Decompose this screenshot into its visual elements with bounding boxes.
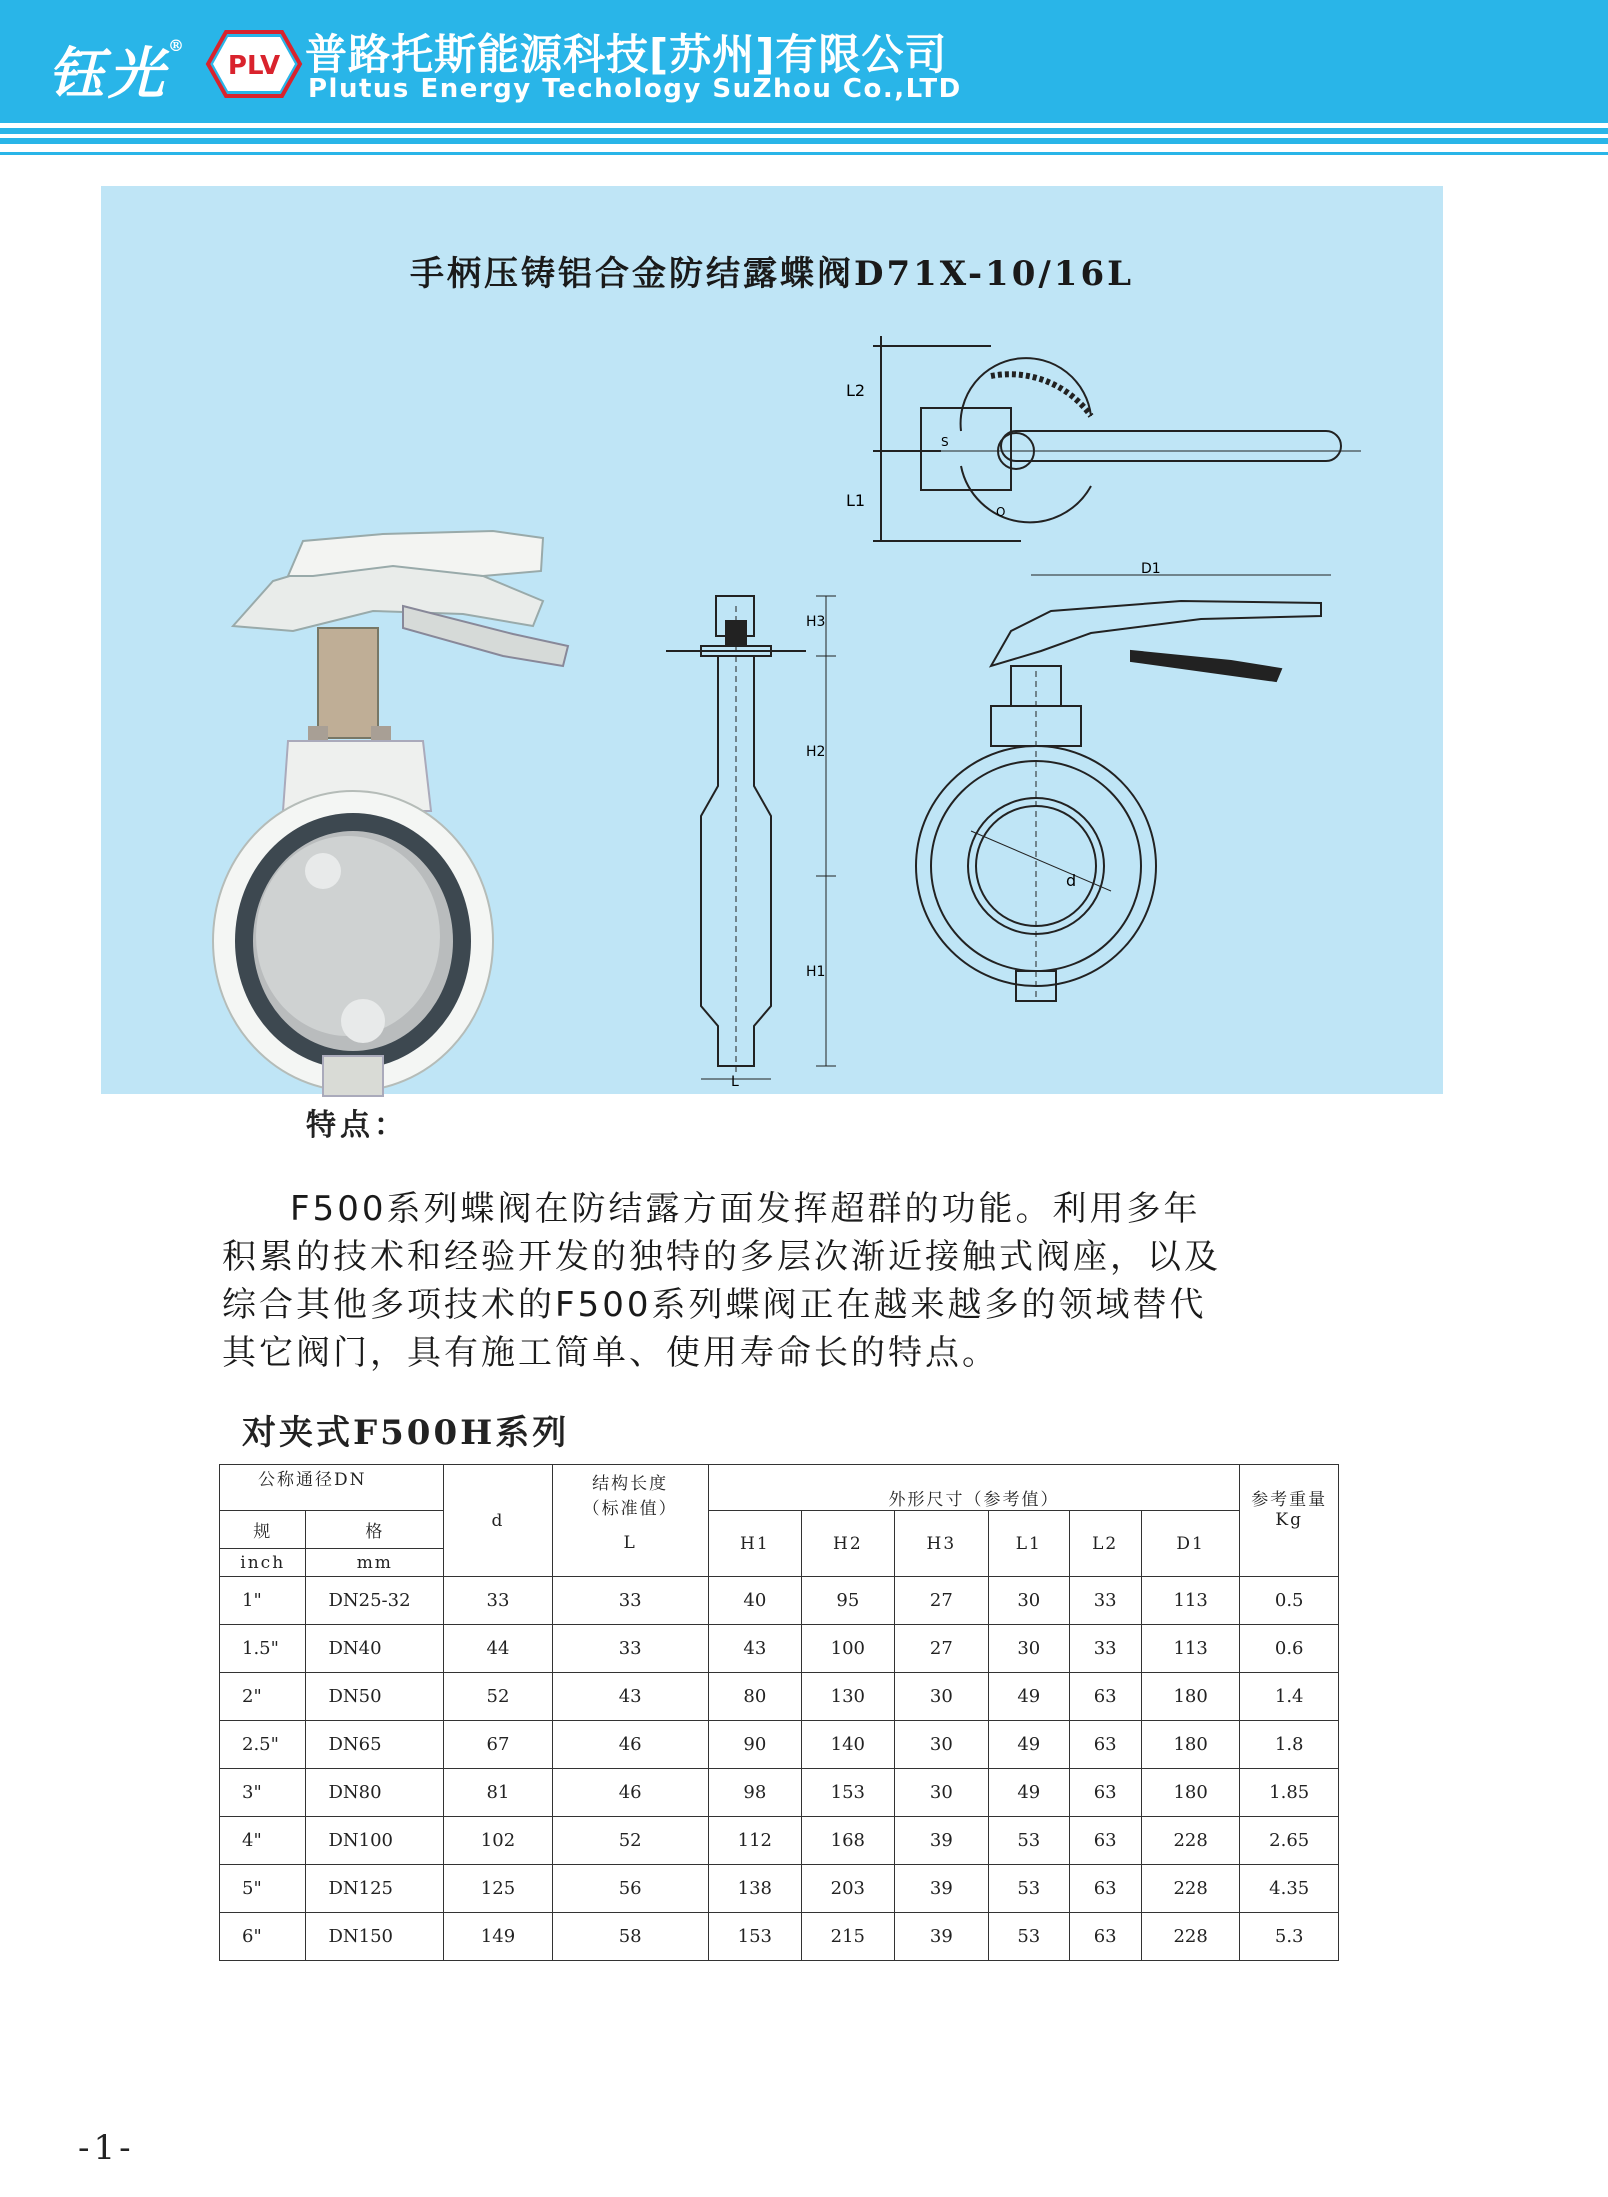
- table-cell: DN80: [306, 1769, 444, 1817]
- page-number: -1-: [78, 2128, 135, 2168]
- company-name-en: Plutus Energy Techology SuZhou Co.,LTD: [308, 74, 962, 104]
- table-cell: 46: [552, 1721, 708, 1769]
- header-stripe: [0, 152, 1608, 155]
- table-cell: 44: [444, 1625, 553, 1673]
- table-cell: 228: [1141, 1865, 1240, 1913]
- table-cell: 153: [708, 1913, 802, 1961]
- table-cell: 6": [220, 1913, 306, 1961]
- table-row: [220, 1817, 1339, 1865]
- header-l2: L2: [1069, 1511, 1141, 1577]
- svg-text:H3: H3: [806, 614, 826, 630]
- front-view-drawing: [931, 561, 1331, 1001]
- table-cell: 58: [552, 1913, 708, 1961]
- header-d1: D1: [1141, 1511, 1240, 1577]
- header-h1: H1: [708, 1511, 802, 1577]
- table-cell: 1.5": [220, 1625, 306, 1673]
- table-cell: 95: [802, 1577, 894, 1625]
- spec-table: [219, 1464, 1339, 1961]
- brand-name: 钰光®: [48, 36, 188, 107]
- table-cell: 4": [220, 1817, 306, 1865]
- features-text: [222, 1185, 1342, 1377]
- table-cell: DN150: [306, 1913, 444, 1961]
- table-cell: 113: [1141, 1577, 1240, 1625]
- table-cell: 149: [444, 1913, 553, 1961]
- page-header: [0, 0, 1608, 123]
- header-guige-1: 规: [220, 1511, 306, 1549]
- table-cell: 67: [444, 1721, 553, 1769]
- header-h2: H2: [802, 1511, 894, 1577]
- table-cell: 43: [552, 1673, 708, 1721]
- table-cell: DN65: [306, 1721, 444, 1769]
- svg-text:L2: L2: [846, 381, 866, 400]
- table-cell: 100: [802, 1625, 894, 1673]
- svg-text:S: S: [941, 435, 949, 449]
- table-cell: 125: [444, 1865, 553, 1913]
- table-cell: 53: [989, 1913, 1069, 1961]
- header-inch: inch: [220, 1549, 306, 1577]
- table-cell: 98: [708, 1769, 802, 1817]
- table-cell: 130: [802, 1673, 894, 1721]
- table-cell: 49: [989, 1769, 1069, 1817]
- header-h3: H3: [894, 1511, 989, 1577]
- svg-text:L: L: [731, 1074, 739, 1090]
- features-line: F500系列蝶阀在防结露方面发挥超群的功能。利用多年: [290, 1189, 1201, 1229]
- table-cell: 30: [989, 1625, 1069, 1673]
- header-guige-2: 格: [306, 1511, 444, 1549]
- header-stripe: [0, 128, 1608, 134]
- table-cell: 228: [1141, 1817, 1240, 1865]
- table-cell: 1.4: [1240, 1673, 1339, 1721]
- table-cell: 0.6: [1240, 1625, 1339, 1673]
- table-cell: 80: [708, 1673, 802, 1721]
- table-cell: 27: [894, 1577, 989, 1625]
- table-cell: 2": [220, 1673, 306, 1721]
- table-cell: 27: [894, 1625, 989, 1673]
- header-outer: 外形尺寸（参考值）: [708, 1465, 1240, 1511]
- product-title: 手柄压铸铝合金防结露蝶阀D71X-10/16L: [409, 254, 1135, 294]
- table-cell: 39: [894, 1913, 989, 1961]
- header-weight: 参考重量 Kg: [1240, 1465, 1339, 1577]
- table-cell: 138: [708, 1865, 802, 1913]
- table-cell: 39: [894, 1817, 989, 1865]
- table-cell: 30: [894, 1769, 989, 1817]
- table-cell: 33: [1069, 1625, 1141, 1673]
- table-cell: 30: [989, 1577, 1069, 1625]
- table-cell: 30: [894, 1673, 989, 1721]
- svg-text:H2: H2: [806, 744, 826, 760]
- table-title: 对夹式F500H系列: [242, 1413, 570, 1453]
- table-cell: DN40: [306, 1625, 444, 1673]
- table-cell: 1": [220, 1577, 306, 1625]
- table-row: [220, 1865, 1339, 1913]
- table-cell: 0.5: [1240, 1577, 1339, 1625]
- table-cell: 43: [708, 1625, 802, 1673]
- table-cell: 203: [802, 1865, 894, 1913]
- table-cell: 102: [444, 1817, 553, 1865]
- table-cell: 33: [552, 1625, 708, 1673]
- table-cell: 39: [894, 1865, 989, 1913]
- svg-text:PLV: PLV: [227, 51, 281, 81]
- features-line: 积累的技术和经验开发的独特的多层次渐近接触式阀座，以及: [222, 1237, 1221, 1277]
- header-mm: mm: [306, 1549, 444, 1577]
- table-row: [220, 1769, 1339, 1817]
- side-view-drawing: [656, 586, 836, 1090]
- table-cell: 4.35: [1240, 1865, 1339, 1913]
- table-cell: 63: [1069, 1913, 1141, 1961]
- svg-text:L1: L1: [846, 491, 866, 510]
- table-cell: DN125: [306, 1865, 444, 1913]
- top-view-drawing: [846, 336, 1361, 551]
- table-cell: 180: [1141, 1769, 1240, 1817]
- product-panel: [101, 186, 1443, 1094]
- table-cell: DN50: [306, 1673, 444, 1721]
- valve-photo: [213, 366, 643, 1046]
- features-line: 综合其他多项技术的F500系列蝶阀正在越来越多的领域替代: [222, 1285, 1207, 1325]
- table-cell: 215: [802, 1913, 894, 1961]
- table-cell: 90: [708, 1721, 802, 1769]
- table-cell: 2.5": [220, 1721, 306, 1769]
- table-cell: 40: [708, 1577, 802, 1625]
- table-cell: 33: [552, 1577, 708, 1625]
- table-cell: 1.8: [1240, 1721, 1339, 1769]
- table-cell: 113: [1141, 1625, 1240, 1673]
- table-cell: 63: [1069, 1865, 1141, 1913]
- table-row: [220, 1577, 1339, 1625]
- table-cell: 33: [444, 1577, 553, 1625]
- table-cell: 140: [802, 1721, 894, 1769]
- table-cell: 63: [1069, 1721, 1141, 1769]
- features-line: 其它阀门，具有施工简单、使用寿命长的特点。: [222, 1333, 999, 1373]
- plv-logo-icon: [206, 28, 302, 100]
- table-cell: 2.65: [1240, 1817, 1339, 1865]
- svg-text:H1: H1: [806, 964, 826, 980]
- table-cell: 52: [444, 1673, 553, 1721]
- table-row: [220, 1673, 1339, 1721]
- table-cell: DN25-32: [306, 1577, 444, 1625]
- table-cell: DN100: [306, 1817, 444, 1865]
- table-cell: 30: [894, 1721, 989, 1769]
- header-dn: 公称通径DN: [220, 1465, 444, 1511]
- table-cell: 3": [220, 1769, 306, 1817]
- header-d: d: [444, 1465, 553, 1577]
- table-cell: 112: [708, 1817, 802, 1865]
- table-cell: 168: [802, 1817, 894, 1865]
- table-cell: 52: [552, 1817, 708, 1865]
- header-struct: 结构长度 （标准值） L: [552, 1465, 708, 1577]
- table-cell: 63: [1069, 1673, 1141, 1721]
- table-cell: 46: [552, 1769, 708, 1817]
- table-cell: 53: [989, 1817, 1069, 1865]
- table-cell: 53: [989, 1865, 1069, 1913]
- features-title: 特点：: [306, 1108, 408, 1143]
- table-cell: 1.85: [1240, 1769, 1339, 1817]
- table-cell: 180: [1141, 1673, 1240, 1721]
- table-cell: 56: [552, 1865, 708, 1913]
- table-cell: 153: [802, 1769, 894, 1817]
- svg-text:O: O: [996, 505, 1006, 519]
- table-cell: 63: [1069, 1769, 1141, 1817]
- table-cell: 33: [1069, 1577, 1141, 1625]
- header-stripe: [0, 138, 1608, 144]
- table-cell: 81: [444, 1769, 553, 1817]
- table-cell: 49: [989, 1673, 1069, 1721]
- table-row: [220, 1721, 1339, 1769]
- svg-text:D1: D1: [1141, 561, 1161, 577]
- svg-text:d: d: [1066, 871, 1077, 890]
- header-l1: L1: [989, 1511, 1069, 1577]
- table-cell: 228: [1141, 1913, 1240, 1961]
- table-cell: 5.3: [1240, 1913, 1339, 1961]
- table-row: [220, 1913, 1339, 1961]
- company-name-cn: 普路托斯能源科技[苏州]有限公司: [305, 30, 948, 79]
- table-cell: 63: [1069, 1817, 1141, 1865]
- table-cell: 5": [220, 1865, 306, 1913]
- table-cell: 49: [989, 1721, 1069, 1769]
- table-cell: 180: [1141, 1721, 1240, 1769]
- table-row: [220, 1625, 1339, 1673]
